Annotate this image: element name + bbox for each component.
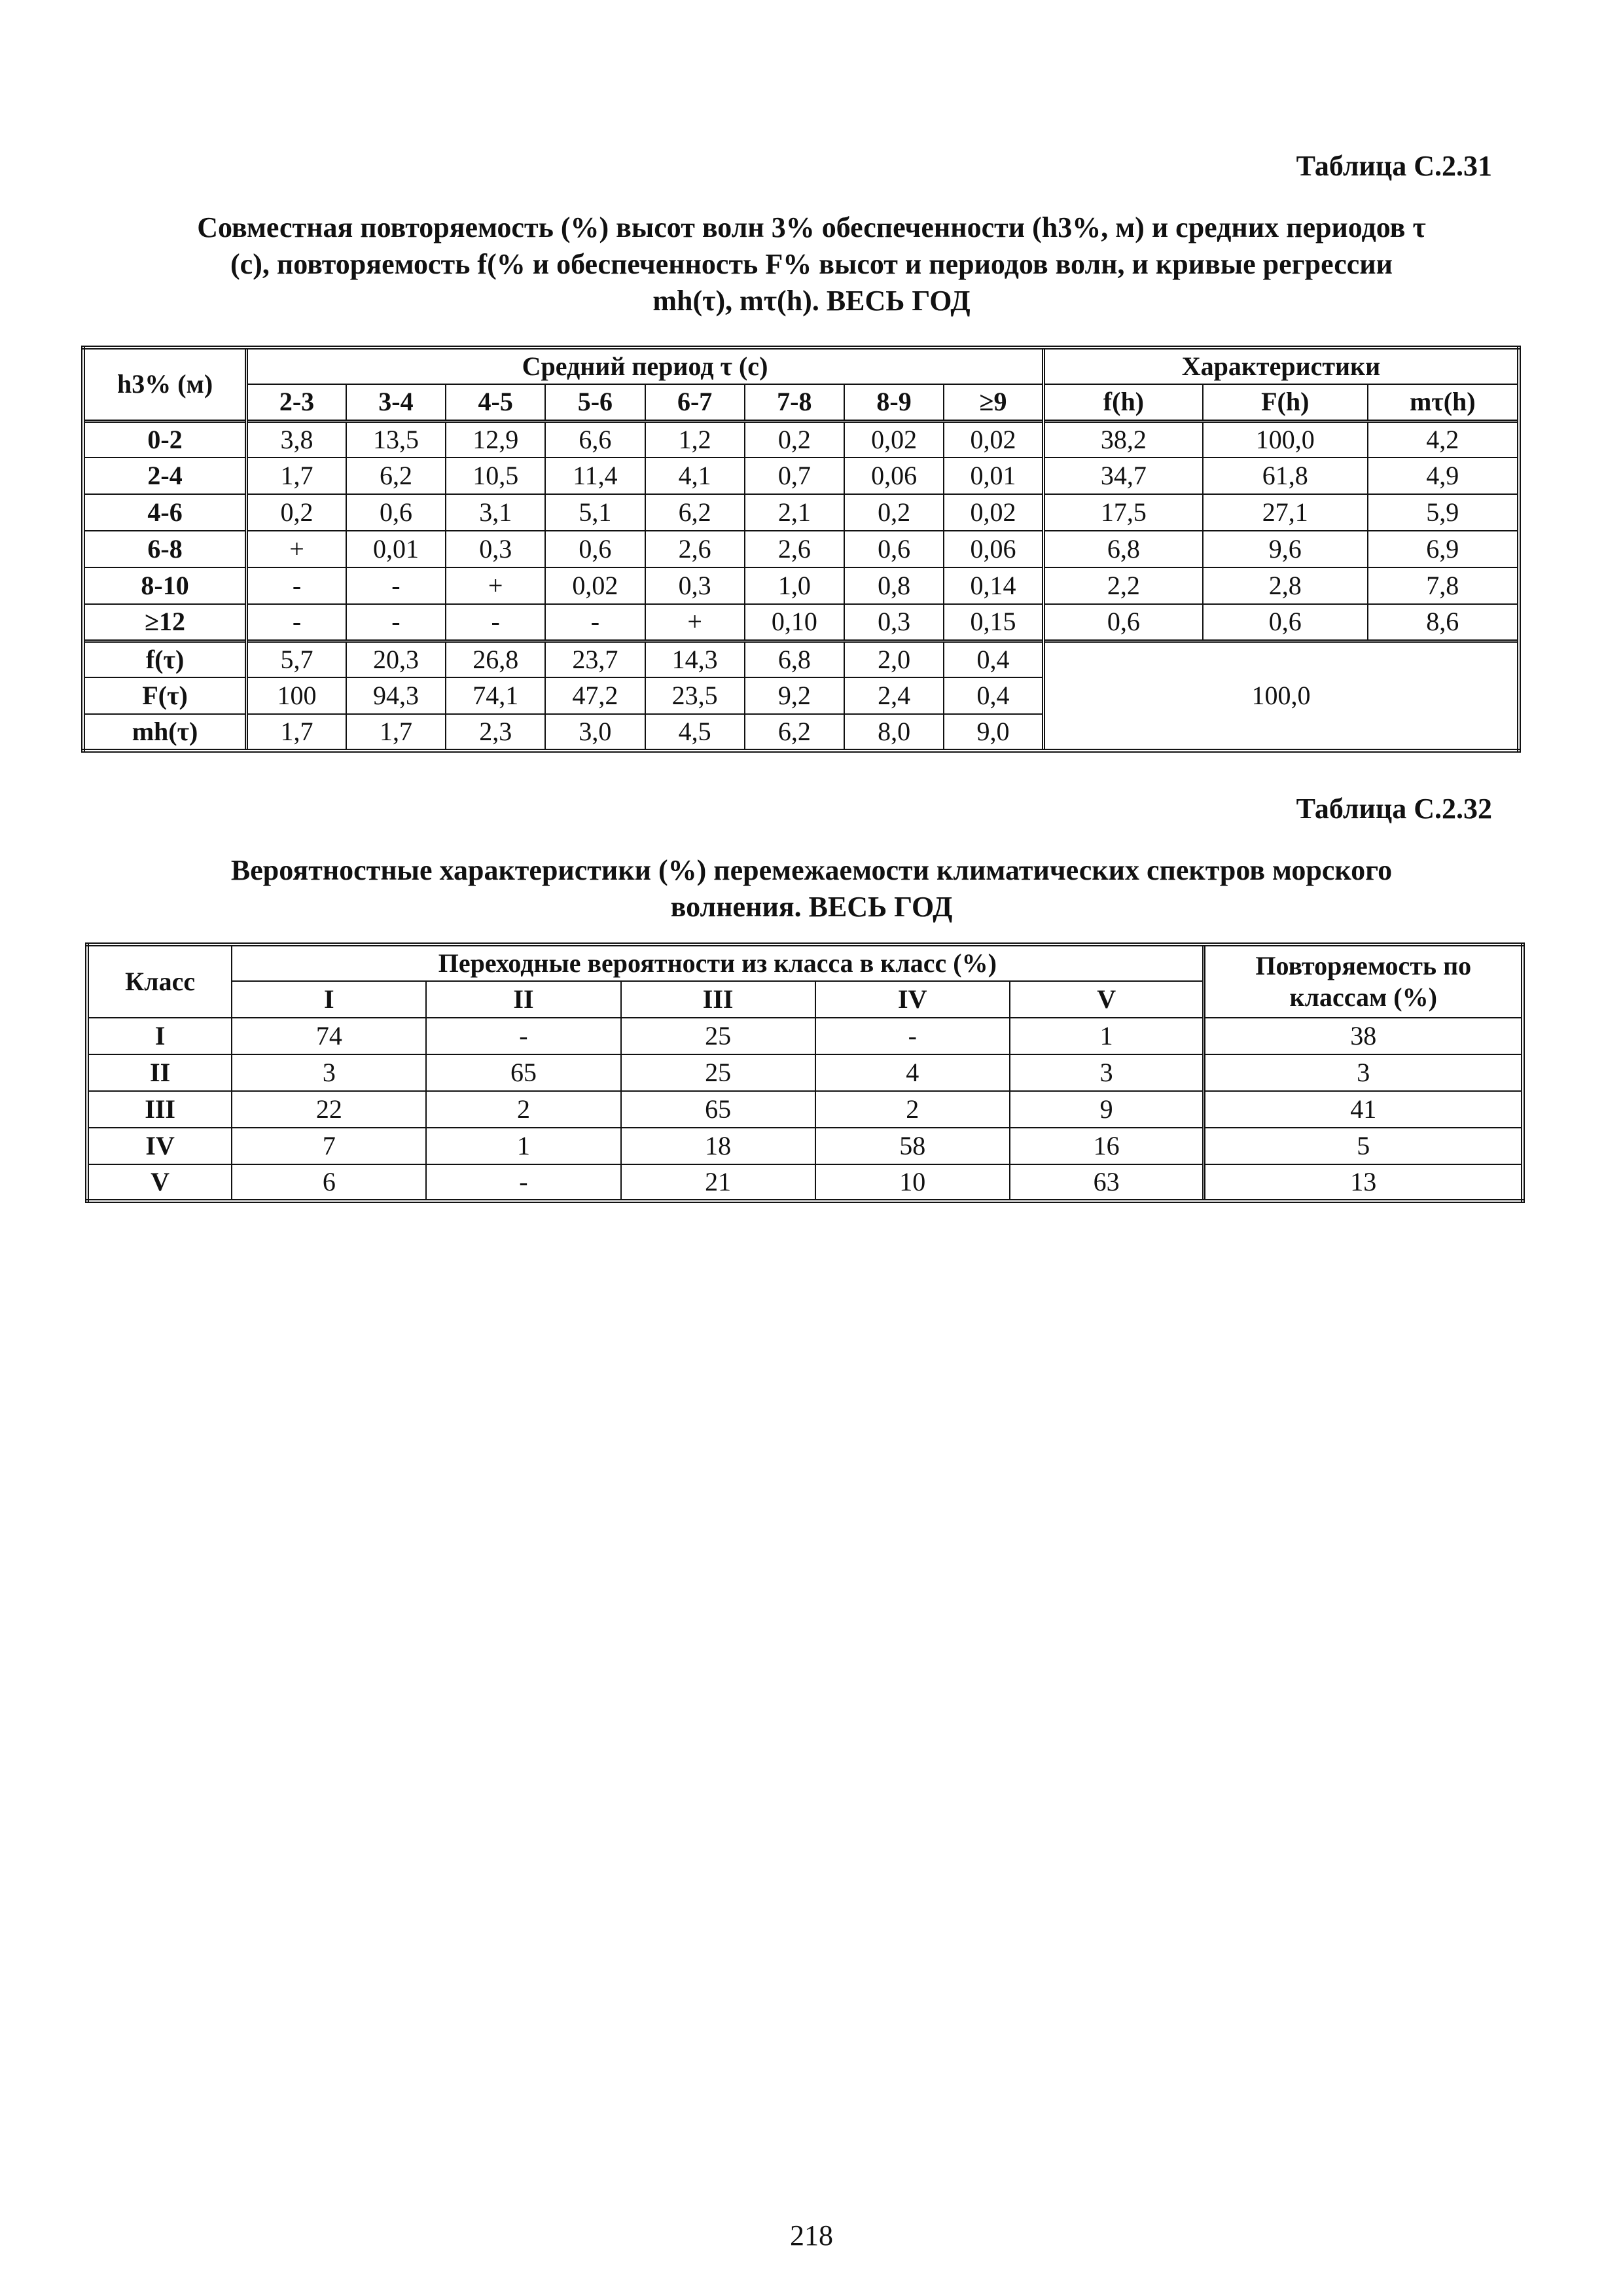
table-row <box>83 421 1519 457</box>
table-row <box>87 1091 1523 1128</box>
frequency-cell: - <box>545 604 645 641</box>
class-col-header: I <box>232 981 426 1018</box>
frequency-cell: - <box>446 604 545 641</box>
height-range-cell: ≥12 <box>83 604 247 641</box>
table-row <box>87 1128 1523 1164</box>
frequency-cell: 2,6 <box>645 531 745 567</box>
frequency-cell: 10,5 <box>446 457 545 494</box>
table2-caption-line1: Вероятностные характеристики (%) перемежаемости климатических спектров морского <box>230 854 1393 886</box>
transition-cell: 1 <box>426 1128 620 1164</box>
transition-cell: 65 <box>426 1054 620 1091</box>
class-frequency-cell: 41 <box>1204 1091 1523 1128</box>
frequency-cell: + <box>247 531 346 567</box>
class-col-header: II <box>426 981 620 1018</box>
frequency-cell: 3,1 <box>446 494 545 531</box>
frequency-cell: 0,01 <box>944 457 1043 494</box>
frequency-cell: 0,01 <box>346 531 446 567</box>
characteristic-cell: 2,2 <box>1043 567 1203 604</box>
total-cell: 100,0 <box>1043 641 1519 751</box>
table-row <box>83 457 1519 494</box>
table-row <box>83 567 1519 604</box>
transition-cell: 74 <box>232 1018 426 1054</box>
characteristic-col-header: F(h) <box>1203 384 1368 421</box>
transition-cell: 2 <box>815 1091 1010 1128</box>
transition-group-header: Переходные вероятности из класса в класс (%) <box>232 944 1204 981</box>
table1-caption-line3: mh(τ), mτ(h). ВЕСЬ ГОД <box>652 285 971 317</box>
frequency-cell: 0,6 <box>844 531 944 567</box>
frequency-cell: 0,10 <box>745 604 844 641</box>
frequency-cell: - <box>247 604 346 641</box>
summary-cell: 1,7 <box>247 714 346 751</box>
summary-cell: 1,7 <box>346 714 446 751</box>
characteristic-cell: 17,5 <box>1043 494 1203 531</box>
frequency-cell: - <box>346 604 446 641</box>
class-col-header: IV <box>815 981 1010 1018</box>
characteristic-col-header: mτ(h) <box>1368 384 1519 421</box>
frequency-header-line2: классам (%) <box>1289 982 1437 1012</box>
frequency-cell: 0,6 <box>346 494 446 531</box>
frequency-cell: 0,06 <box>844 457 944 494</box>
characteristic-cell: 4,2 <box>1368 421 1519 457</box>
class-frequency-cell: 38 <box>1204 1018 1523 1054</box>
frequency-cell: 0,3 <box>645 567 745 604</box>
summary-cell: 74,1 <box>446 677 545 714</box>
table-row <box>87 1018 1523 1054</box>
summary-cell: 47,2 <box>545 677 645 714</box>
summary-cell: 0,4 <box>944 641 1043 677</box>
frequency-cell: 0,2 <box>247 494 346 531</box>
frequency-cell: 0,06 <box>944 531 1043 567</box>
class-label-cell: II <box>87 1054 232 1091</box>
frequency-cell: 1,2 <box>645 421 745 457</box>
frequency-cell: 12,9 <box>446 421 545 457</box>
table2-label: Таблица С.2.32 <box>1296 793 1492 825</box>
summary-label-cell: mh(τ) <box>83 714 247 751</box>
summary-cell: 2,3 <box>446 714 545 751</box>
table1-caption <box>85 209 1538 319</box>
table-row <box>83 494 1519 531</box>
transition-cell: 2 <box>426 1091 620 1128</box>
transition-cell: 65 <box>621 1091 815 1128</box>
wave-height-period-table <box>81 346 1521 753</box>
period-col-header: 2-3 <box>247 384 346 421</box>
period-col-header: 8-9 <box>844 384 944 421</box>
summary-cell: 26,8 <box>446 641 545 677</box>
table2-caption <box>85 852 1538 925</box>
class-label-cell: III <box>87 1091 232 1128</box>
summary-row <box>83 641 1519 677</box>
table1-caption-line2: (с), повторяемость f(% и обеспеченность F% высот и периодов волн, и кривые регрессии <box>230 248 1393 280</box>
frequency-cell: 6,2 <box>346 457 446 494</box>
transition-cell: 10 <box>815 1164 1010 1201</box>
frequency-cell: - <box>247 567 346 604</box>
frequency-cell: + <box>446 567 545 604</box>
frequency-cell: 0,2 <box>844 494 944 531</box>
transition-cell: 3 <box>1010 1054 1204 1091</box>
table1-label: Таблица С.2.31 <box>1296 150 1492 182</box>
frequency-cell: 13,5 <box>346 421 446 457</box>
characteristic-cell: 100,0 <box>1203 421 1368 457</box>
transition-cell: 25 <box>621 1018 815 1054</box>
characteristic-cell: 2,8 <box>1203 567 1368 604</box>
characteristic-cell: 9,6 <box>1203 531 1368 567</box>
summary-cell: 23,5 <box>645 677 745 714</box>
transition-cell: 22 <box>232 1091 426 1128</box>
transition-cell: 4 <box>815 1054 1010 1091</box>
class-frequency-cell: 5 <box>1204 1128 1523 1164</box>
summary-cell: 6,8 <box>745 641 844 677</box>
period-col-header: ≥9 <box>944 384 1043 421</box>
class-frequency-cell: 13 <box>1204 1164 1523 1201</box>
frequency-cell: 0,02 <box>944 421 1043 457</box>
class-col-header: III <box>621 981 815 1018</box>
summary-cell: 2,0 <box>844 641 944 677</box>
summary-cell: 0,4 <box>944 677 1043 714</box>
frequency-cell: 3,8 <box>247 421 346 457</box>
frequency-cell: 0,8 <box>844 567 944 604</box>
frequency-cell: 0,2 <box>745 421 844 457</box>
transition-cell: 6 <box>232 1164 426 1201</box>
characteristic-cell: 34,7 <box>1043 457 1203 494</box>
class-col-header: V <box>1010 981 1204 1018</box>
height-range-cell: 4-6 <box>83 494 247 531</box>
summary-cell: 5,7 <box>247 641 346 677</box>
characteristic-cell: 8,6 <box>1368 604 1519 641</box>
frequency-column-header <box>1204 944 1523 1018</box>
frequency-cell: 1,0 <box>745 567 844 604</box>
h3-column-header: h3% (м) <box>83 348 247 421</box>
characteristic-cell: 6,9 <box>1368 531 1519 567</box>
transition-cell: 16 <box>1010 1128 1204 1164</box>
page-number: 218 <box>790 2219 833 2251</box>
period-col-header: 5-6 <box>545 384 645 421</box>
height-range-cell: 2-4 <box>83 457 247 494</box>
class-column-header: Класс <box>87 944 232 1018</box>
transition-cell: 58 <box>815 1128 1010 1164</box>
table1-caption-line1: Совместная повторяемость (%) высот волн 3% обеспеченности (h3%, м) и средних периодов τ <box>197 211 1426 243</box>
frequency-cell: 0,02 <box>844 421 944 457</box>
summary-cell: 94,3 <box>346 677 446 714</box>
transition-cell: 7 <box>232 1128 426 1164</box>
height-range-cell: 6-8 <box>83 531 247 567</box>
summary-cell: 20,3 <box>346 641 446 677</box>
class-label-cell: I <box>87 1018 232 1054</box>
characteristic-cell: 0,6 <box>1203 604 1368 641</box>
height-range-cell: 0-2 <box>83 421 247 457</box>
table-row <box>83 531 1519 567</box>
period-col-header: 3-4 <box>346 384 446 421</box>
characteristic-cell: 27,1 <box>1203 494 1368 531</box>
characteristics-group-header: Характеристики <box>1043 348 1519 384</box>
period-col-header: 6-7 <box>645 384 745 421</box>
characteristic-cell: 61,8 <box>1203 457 1368 494</box>
transition-cell: 3 <box>232 1054 426 1091</box>
table-row <box>87 1054 1523 1091</box>
characteristic-cell: 5,9 <box>1368 494 1519 531</box>
summary-cell: 9,0 <box>944 714 1043 751</box>
summary-cell: 8,0 <box>844 714 944 751</box>
frequency-cell: 6,6 <box>545 421 645 457</box>
frequency-cell: 11,4 <box>545 457 645 494</box>
transition-cell: 18 <box>621 1128 815 1164</box>
summary-cell: 23,7 <box>545 641 645 677</box>
transition-cell: 1 <box>1010 1018 1204 1054</box>
frequency-cell: 0,6 <box>545 531 645 567</box>
class-label-cell: V <box>87 1164 232 1201</box>
transition-cell: - <box>815 1018 1010 1054</box>
frequency-cell: 2,6 <box>745 531 844 567</box>
frequency-cell: + <box>645 604 745 641</box>
frequency-cell: 2,1 <box>745 494 844 531</box>
period-col-header: 4-5 <box>446 384 545 421</box>
frequency-cell: 4,1 <box>645 457 745 494</box>
height-range-cell: 8-10 <box>83 567 247 604</box>
table-row <box>83 604 1519 641</box>
frequency-cell: 0,15 <box>944 604 1043 641</box>
frequency-cell: 0,3 <box>844 604 944 641</box>
transition-cell: 9 <box>1010 1091 1204 1128</box>
frequency-cell: 1,7 <box>247 457 346 494</box>
characteristic-cell: 0,6 <box>1043 604 1203 641</box>
characteristic-cell: 7,8 <box>1368 567 1519 604</box>
class-transition-table <box>85 942 1525 1203</box>
summary-cell: 4,5 <box>645 714 745 751</box>
summary-cell: 3,0 <box>545 714 645 751</box>
class-label-cell: IV <box>87 1128 232 1164</box>
transition-cell: - <box>426 1164 620 1201</box>
transition-cell: - <box>426 1018 620 1054</box>
frequency-cell: 6,2 <box>645 494 745 531</box>
frequency-cell: 0,02 <box>545 567 645 604</box>
transition-cell: 63 <box>1010 1164 1204 1201</box>
transition-cell: 21 <box>621 1164 815 1201</box>
summary-cell: 100 <box>247 677 346 714</box>
characteristic-cell: 4,9 <box>1368 457 1519 494</box>
summary-label-cell: F(τ) <box>83 677 247 714</box>
characteristic-cell: 38,2 <box>1043 421 1203 457</box>
period-group-header: Средний период τ (с) <box>247 348 1044 384</box>
period-col-header: 7-8 <box>745 384 844 421</box>
frequency-cell: 5,1 <box>545 494 645 531</box>
frequency-header-line1: Повторяемость по <box>1255 951 1472 980</box>
frequency-cell: 0,7 <box>745 457 844 494</box>
summary-cell: 2,4 <box>844 677 944 714</box>
table-row <box>87 1164 1523 1201</box>
summary-label-cell: f(τ) <box>83 641 247 677</box>
table2-caption-line2: волнения. ВЕСЬ ГОД <box>670 891 953 923</box>
characteristic-col-header: f(h) <box>1043 384 1203 421</box>
frequency-cell: 0,02 <box>944 494 1043 531</box>
summary-cell: 9,2 <box>745 677 844 714</box>
characteristic-cell: 6,8 <box>1043 531 1203 567</box>
class-frequency-cell: 3 <box>1204 1054 1523 1091</box>
transition-cell: 25 <box>621 1054 815 1091</box>
frequency-cell: 0,3 <box>446 531 545 567</box>
frequency-cell: 0,14 <box>944 567 1043 604</box>
frequency-cell: - <box>346 567 446 604</box>
summary-cell: 14,3 <box>645 641 745 677</box>
summary-cell: 6,2 <box>745 714 844 751</box>
